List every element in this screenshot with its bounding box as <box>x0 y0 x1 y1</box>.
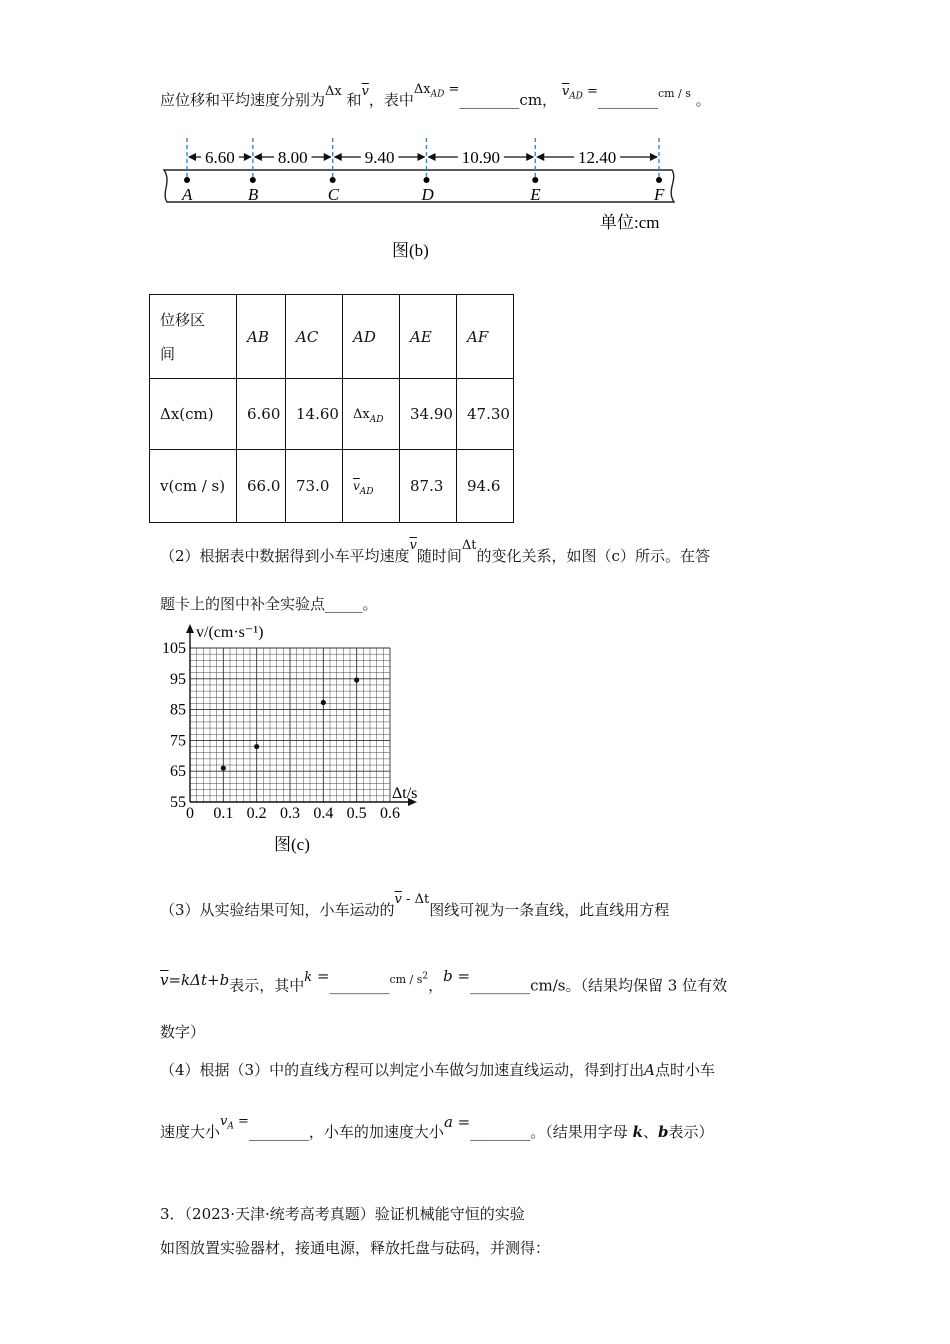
tape-arrow-head <box>244 153 252 161</box>
para4-point-a: A <box>644 1061 655 1079</box>
para3-line1 <box>160 892 670 922</box>
para4-line1 <box>160 1060 715 1080</box>
y-tick-label: 65 <box>170 763 186 781</box>
chart-xlabel: Δt/s <box>392 785 418 802</box>
table-cell: 34.90 <box>400 379 457 450</box>
tape-dot <box>423 177 429 183</box>
para1-unit-cms: cm / s <box>657 87 691 100</box>
tape-dot <box>184 177 190 183</box>
para4-k: k <box>632 1123 643 1141</box>
para1-line <box>160 82 711 117</box>
answer-blank-v[interactable]: ________ <box>597 91 658 109</box>
data-point <box>221 766 226 771</box>
x-tick-label: 0.4 <box>313 805 334 822</box>
v-ad-text: $\overline{v}$ <box>561 84 570 99</box>
para3-dt-symbol: Δt <box>414 892 430 907</box>
x-tick-label: 0.5 <box>346 805 367 822</box>
para3-eq2: = <box>457 966 471 985</box>
table-cell: 6.60 <box>237 379 286 450</box>
table-cell: 94.6 <box>457 450 514 523</box>
tape-unit-label: 单位:cm <box>600 213 660 232</box>
para3-k-symbol: k <box>304 969 313 985</box>
table-header-cell: AF <box>457 295 514 379</box>
q3-text: 如图放置实验器材，接通电源，释放托盘与砝码，并测得： <box>160 1239 551 1257</box>
para1-comma: ，表中 <box>368 91 414 109</box>
table-cell: 66.0 <box>237 450 286 523</box>
para1-text: 应位移和平均速度分别为 <box>160 91 326 109</box>
para4-text-2b: ，小车的加速度大小 <box>308 1123 444 1141</box>
x-tick-label: 0.3 <box>280 805 300 822</box>
para3-b-symbol: b <box>443 966 453 985</box>
table-cell: 73.0 <box>286 450 343 523</box>
tape-point-label: E <box>530 185 541 204</box>
para4-line2 <box>160 1113 714 1149</box>
para3-line2 <box>160 966 728 998</box>
dx-ad-cell-text: Δx <box>353 406 370 422</box>
tape-arrow-head <box>254 153 262 161</box>
para4-va-sub: A <box>227 1121 234 1132</box>
answer-blank-points[interactable]: _____ <box>325 595 363 613</box>
table-cell-dx-ad <box>343 379 400 450</box>
tape-segment-label: 6.60 <box>205 148 235 167</box>
answer-blank-dx[interactable]: ________ <box>459 91 520 109</box>
para3-line3 <box>160 1022 205 1042</box>
table-header-interval <box>150 295 237 379</box>
y-tick-label: 85 <box>170 701 186 719</box>
tape-dot <box>532 177 538 183</box>
table-row-dx <box>150 379 514 450</box>
y-tick-label: 105 <box>162 640 186 657</box>
x-tick-label: 0.2 <box>246 805 267 822</box>
v-bar-symbol: $\overline{v}$ <box>361 84 369 99</box>
dx-ad-text: Δx <box>413 82 431 97</box>
tape-point-label: A <box>182 185 193 204</box>
q3-title: 3．（2023·天津·统考高考真题）验证机械能守恒的实验 <box>160 1205 525 1223</box>
para3-eq-rest: =kΔt+b <box>168 970 230 989</box>
table-row-v <box>150 450 514 523</box>
figure-c-caption: 图(c) <box>274 835 310 854</box>
table-header-cell: AE <box>400 295 457 379</box>
x-tick-label: 0.6 <box>380 805 400 822</box>
tape-arrow-head <box>188 153 196 161</box>
table-cell: 87.3 <box>400 450 457 523</box>
para2-text-b: 随时间 <box>416 547 462 565</box>
y-axis-arrow <box>186 624 194 633</box>
para3-dash: - <box>406 892 411 907</box>
q3-line2 <box>160 1238 550 1258</box>
v-ad-cell-sub: AD <box>359 486 374 497</box>
v-ad-symbol <box>561 84 598 102</box>
para2-line1 <box>160 538 710 568</box>
tape-figure <box>150 132 710 262</box>
y-tick-label: 95 <box>170 670 186 688</box>
tape-segment-label: 10.90 <box>461 148 501 167</box>
para1-eq2: = <box>587 84 598 99</box>
table-header-cell: AD <box>343 295 400 379</box>
tape-arrow-head <box>324 153 332 161</box>
tape-dot <box>330 177 336 183</box>
answer-blank-a[interactable]: ________ <box>470 1123 531 1141</box>
answer-blank-k[interactable]: ________ <box>329 976 390 995</box>
para3-unit-k: cm / s <box>389 972 423 986</box>
tape-arrow-head <box>536 153 544 161</box>
table-header-cell: AC <box>286 295 343 379</box>
para4-text-a: （4）根据（3）中的直线方程可以判定小车做匀加速直线运动，得到打出 <box>160 1061 645 1079</box>
tape-point-label: F <box>654 185 665 204</box>
tape-segment-label: 12.40 <box>578 148 617 167</box>
table-cell: 47.30 <box>457 379 514 450</box>
para3-text-2a: 表示，其中 <box>229 976 305 995</box>
paper-tape <box>164 170 674 202</box>
x-tick-label: 0.1 <box>213 805 234 822</box>
para4-text-b: 点时小车 <box>654 1061 715 1079</box>
answer-blank-b[interactable]: ________ <box>470 976 531 995</box>
table-cell: 14.60 <box>286 379 343 450</box>
para4-va-symbol: v <box>220 1114 228 1129</box>
para3-v-symbol: $\overline{v}$ <box>394 892 402 907</box>
figure-b-caption: 图(b) <box>392 241 429 260</box>
data-point <box>354 677 359 682</box>
table-row-label-dx: Δx(cm) <box>150 379 237 450</box>
tape-arrow-head <box>650 153 658 161</box>
x-tick-label: 0 <box>186 805 194 822</box>
para3-text-2end: cm/s。（结果均保留 3 位有效 <box>530 976 728 995</box>
para1-and: 和 <box>346 91 362 109</box>
table-header-interval-text: 位移区 间 <box>160 310 206 363</box>
figure-c-chart <box>155 620 445 860</box>
para2-text-a: （2）根据表中数据得到小车平均速度 <box>160 547 410 565</box>
para1-period: 。 <box>695 91 711 109</box>
para3-text-b: 图线可视为一条直线，此直线用方程 <box>429 901 670 919</box>
table-row-label-v: v(cm / s) <box>150 450 237 523</box>
y-tick-label: 55 <box>170 794 186 811</box>
para3-unit-sup: 2 <box>422 971 429 981</box>
tape-arrow-head <box>526 153 534 161</box>
para1-eq: = <box>448 82 460 97</box>
table-row-header <box>150 295 514 379</box>
para4-a-symbol: a <box>443 1113 453 1131</box>
tape-point-label: C <box>327 185 340 204</box>
para2-text-c: 的变化关系，如图（c）所示。在答 <box>476 547 710 565</box>
para3-text-a: （3）从实验结果可知，小车运动的 <box>160 901 395 919</box>
para3-text-3: 数字） <box>160 1023 206 1041</box>
para2-line2 <box>160 594 378 614</box>
para4-b: b <box>657 1123 669 1141</box>
data-point <box>321 700 326 705</box>
para4-text-2d: 表示） <box>668 1123 714 1141</box>
para2-v-symbol: $\overline{v}$ <box>409 538 417 553</box>
data-point <box>254 744 259 749</box>
data-table <box>149 294 514 523</box>
y-tick-label: 75 <box>170 732 186 750</box>
chart-ylabel: v/(cm·s⁻¹) <box>196 624 264 641</box>
q3-line1 <box>160 1204 525 1224</box>
para4-eq: = <box>238 1114 249 1129</box>
para4-text-2c: 。（结果用字母 <box>530 1123 628 1141</box>
para2-end: 。 <box>362 595 378 613</box>
tape-point-label: B <box>247 185 259 204</box>
para1-unit-cm: cm， <box>519 91 558 109</box>
para3-eq-v: $\overline{v}$ <box>160 970 169 989</box>
table-header-cell: AB <box>237 295 286 379</box>
para3-comma: ， <box>428 976 444 995</box>
para2-dt-symbol: Δt <box>461 538 477 553</box>
tape-point-label: D <box>421 185 434 204</box>
para3-eq: = <box>316 966 330 985</box>
tape-arrow-head <box>417 153 425 161</box>
tape-dot <box>250 177 256 183</box>
tape-arrow-head <box>334 153 342 161</box>
para4-eq2: = <box>457 1113 471 1131</box>
answer-blank-va[interactable]: ________ <box>248 1123 309 1141</box>
dx-ad-sub: AD <box>430 89 445 100</box>
tape-segment-label: 8.00 <box>277 148 308 167</box>
tape-segment-label: 9.40 <box>364 148 395 167</box>
v-ad-sub: AD <box>569 91 583 102</box>
table-cell-v-ad <box>343 450 400 523</box>
dx-ad-symbol <box>413 82 460 100</box>
para2-text-2: 题卡上的图中补全实验点 <box>160 595 326 613</box>
tape-dot <box>656 177 662 183</box>
v-ad-cell-text: $\overline{v}$ <box>353 478 360 493</box>
para4-text-2a: 速度大小 <box>160 1123 221 1141</box>
dx-symbol: Δx <box>325 84 342 99</box>
para4-sep: 、 <box>642 1123 658 1141</box>
dx-ad-cell-sub: AD <box>369 414 384 425</box>
tape-arrow-head <box>427 153 435 161</box>
